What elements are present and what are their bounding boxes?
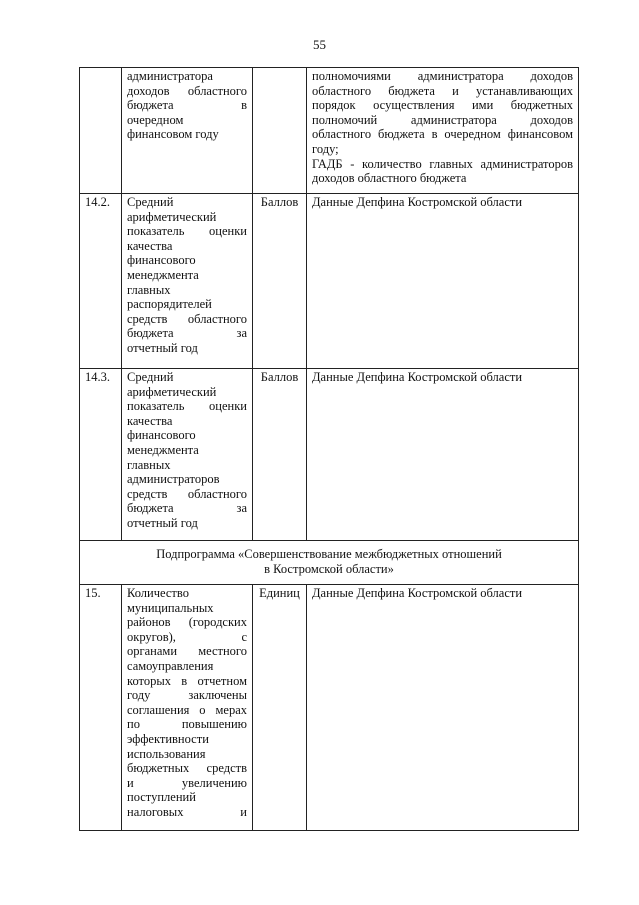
unit-cell: Баллов [253,369,307,541]
source-line: порядок осуществления ими бюджетных [312,98,573,113]
indicator-name-cell [122,194,253,369]
indicator-name-cell [122,585,253,831]
name-line: главных [127,282,171,297]
name-line: доходов областного [127,83,247,98]
name-line: показатель оценки [127,224,247,239]
page-number: 55 [313,37,326,52]
name-line: муниципальных [127,600,214,615]
name-line: качества [127,413,173,428]
source-line: году; [312,141,339,156]
name-line: Количество [127,586,189,600]
name-line: финансового [127,253,196,268]
name-line: менеджмента [127,442,199,457]
name-line: администратора [127,69,213,83]
table-row [80,68,579,194]
name-line: очередном [127,112,184,127]
unit-cell: Единиц [253,585,307,831]
subprogram-line: в Костромской области» [264,561,394,576]
indicator-name-cell [122,369,253,541]
name-line: органами местного [127,644,247,659]
name-line: показатель оценки [127,399,247,414]
row-number-cell [80,68,122,194]
row-number-cell: 15. [80,585,122,831]
name-line: году заключены [127,688,247,703]
name-line: главных [127,457,171,472]
name-line: качества [127,238,173,253]
name-line: поступлений [127,790,196,805]
unit-cell [253,68,307,194]
name-line: бюджета за [127,326,247,341]
source-line: областного бюджета в очередном финансовом [312,127,573,142]
source-line: ГАДБ - количество главных администраторов [312,156,573,171]
row-number-cell: 14.2. [80,194,122,369]
source-line: Данные Депфина Костромской области [312,586,523,600]
name-line: финансового [127,428,196,443]
name-line: по повышению [127,717,247,732]
source-line: доходов областного бюджета [312,171,467,186]
name-line: соглашения о мерах [127,702,247,717]
source-cell [307,68,579,194]
name-line: арифметический [127,209,217,224]
name-line: которых в отчетном [127,673,247,688]
subprogram-line: Подпрограмма «Совершенствование межбюджетных отношений [156,547,502,561]
name-line: районов (городских [127,615,247,630]
name-line: использования [127,746,206,761]
source-line: полномочиями администратора доходов [312,69,573,83]
indicator-table [79,67,579,831]
name-line: округов), с [127,629,247,644]
subprogram-row [80,541,579,585]
name-line: отчетный год [127,340,198,355]
source-cell [307,369,579,541]
row-number-cell: 14.3. [80,369,122,541]
name-line: бюджетных средств [127,761,247,776]
table-row [80,585,579,831]
table-row [80,369,579,541]
name-line: самоуправления [127,658,214,673]
name-line: менеджмента [127,267,199,282]
name-line: эффективности [127,731,209,746]
name-line: средств областного [127,486,247,501]
source-line: Данные Депфина Костромской области [312,195,523,209]
name-line: Средний [127,370,174,384]
name-line: средств областного [127,311,247,326]
subprogram-heading [80,541,579,585]
name-line: арифметический [127,384,217,399]
name-line: распорядителей [127,297,212,312]
name-line: бюджета за [127,501,247,516]
name-line: и увеличению [127,775,247,790]
indicator-name-cell [122,68,253,194]
unit-cell: Баллов [253,194,307,369]
source-cell [307,194,579,369]
name-line: Средний [127,195,174,209]
source-cell [307,585,579,831]
source-line: областного бюджета и устанавливающих [312,83,573,98]
name-line: отчетный год [127,515,198,530]
name-line: финансовом году [127,127,219,142]
name-line: бюджета в [127,98,247,113]
table-row [80,194,579,369]
source-line: полномочий администратора доходов [312,112,573,127]
source-line: Данные Депфина Костромской области [312,370,523,384]
name-line: администраторов [127,472,220,487]
name-line: налоговых и [127,804,247,819]
